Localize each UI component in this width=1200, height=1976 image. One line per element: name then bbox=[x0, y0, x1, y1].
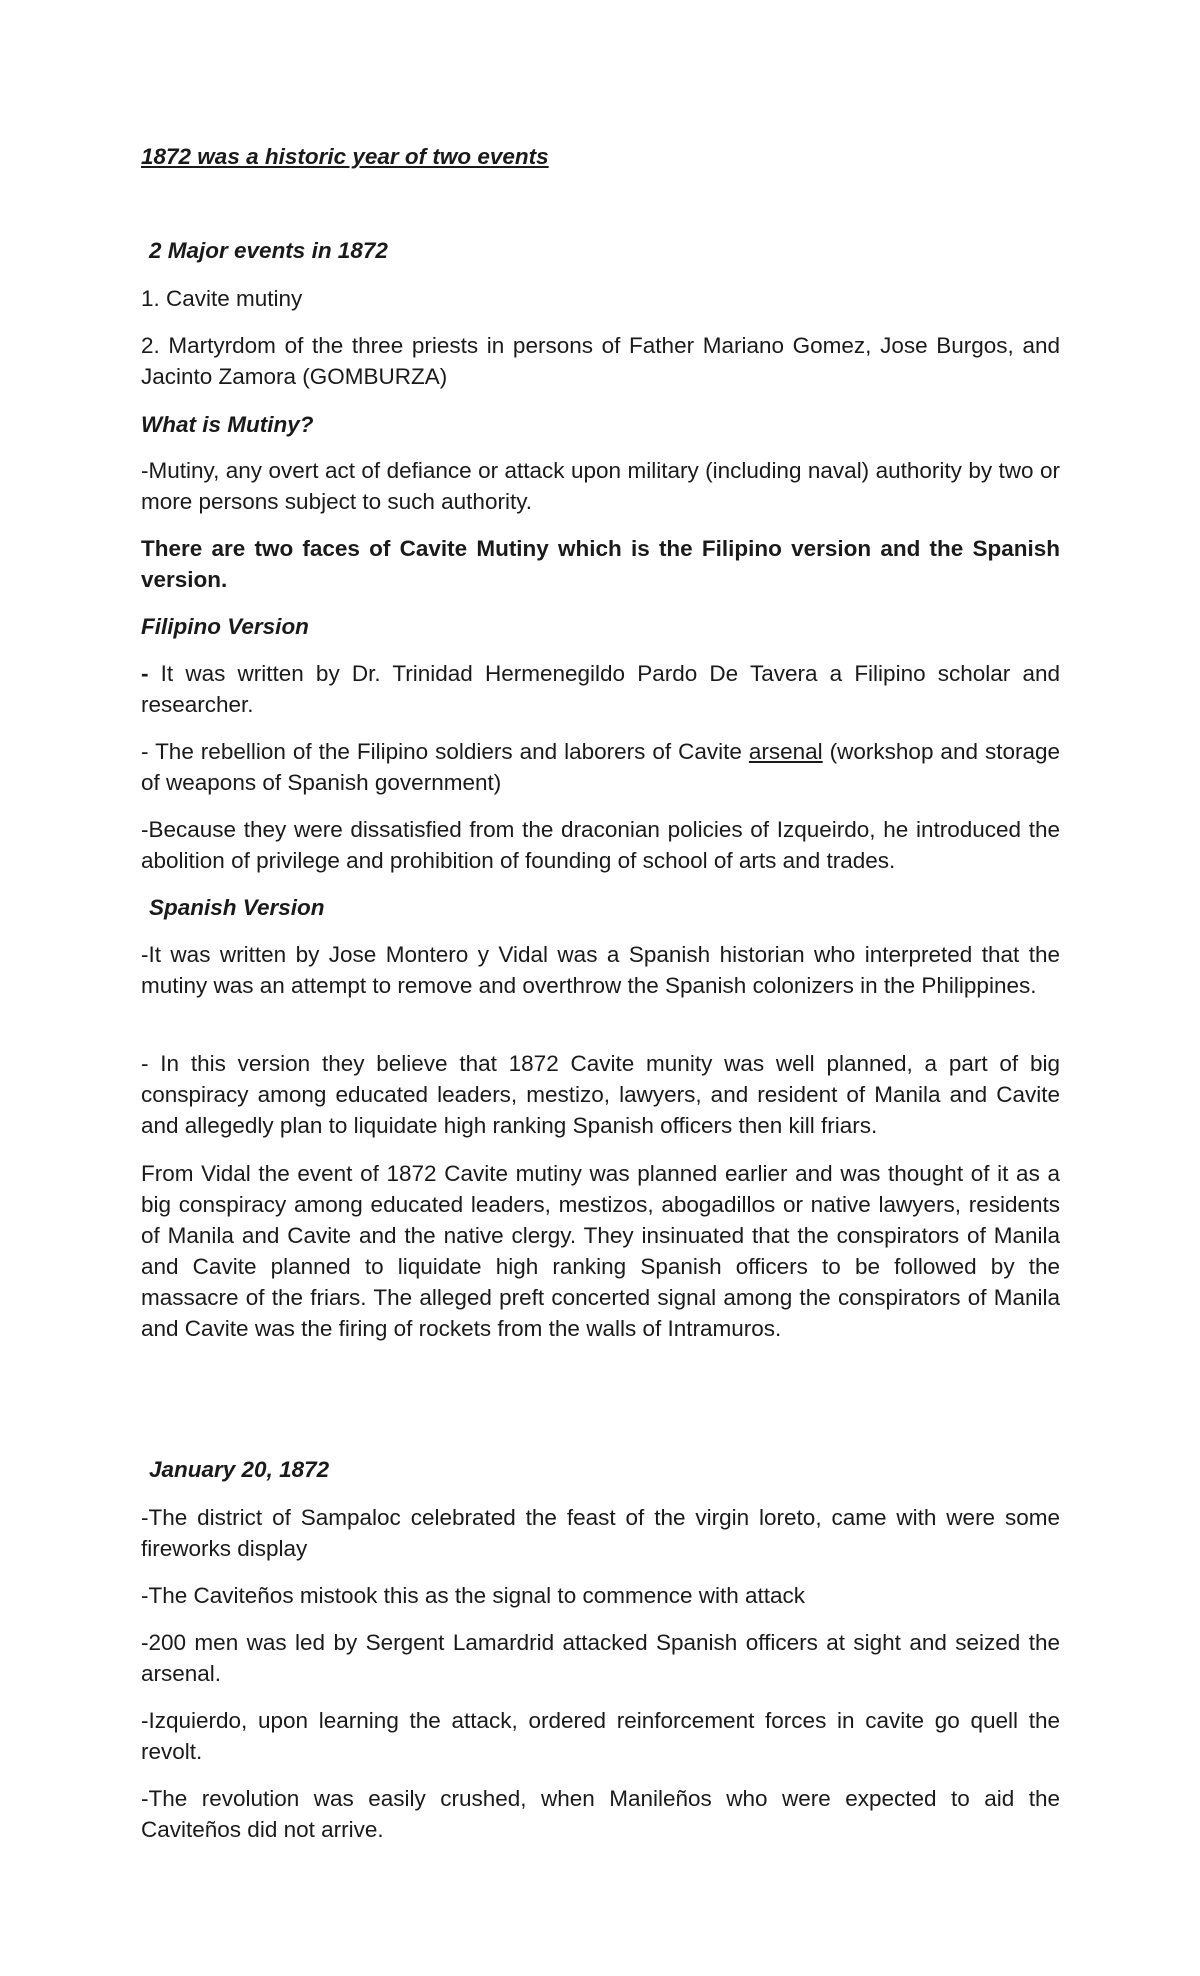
january-paragraph-5: -The revolution was easily crushed, when Manileños who were expected to aid the Caviteños did not arrive. bbox=[141, 1786, 1060, 1842]
major-events-heading: 2 Major events in 1872 bbox=[149, 238, 388, 263]
filipino-paragraph-1-text: It was written by Dr. Trinidad Hermenegildo Pardo De Tavera a Filipino scholar and researcher. bbox=[141, 661, 1060, 717]
filipino-paragraph-2-end: (workshop and storage of weapons of Spanish government) bbox=[141, 739, 1060, 795]
january-paragraph-1: -The district of Sampaloc celebrated the feast of the virgin loreto, came with were some fireworks display bbox=[141, 1505, 1060, 1561]
arsenal-link[interactable]: arsenal bbox=[748, 739, 823, 764]
filipino-paragraph-2-start: - The rebellion of the Filipino soldiers and laborers of Cavite bbox=[141, 739, 749, 764]
january-paragraph-3: -200 men was led by Sergent Lamardrid attacked Spanish officers at sight and seized the arsenal. bbox=[141, 1630, 1060, 1686]
spanish-version-heading: Spanish Version bbox=[149, 895, 325, 920]
filipino-paragraph-2 bbox=[141, 736, 1060, 798]
two-faces-statement: There are two faces of Cavite Mutiny which is the Filipino version and the Spanish version. bbox=[141, 536, 1060, 592]
january-paragraph-4: -Izquierdo, upon learning the attack, ordered reinforcement forces in cavite go quell the revolt. bbox=[141, 1708, 1060, 1764]
january-date-heading: January 20, 1872 bbox=[149, 1457, 330, 1482]
filipino-version-heading: Filipino Version bbox=[141, 614, 309, 639]
vidal-paragraph: From Vidal the event of 1872 Cavite mutiny was planned earlier and was thought of it as a big conspiracy among educated leaders, mestizos, abogadillos or native lawyers, residents of Manila and Cavite and the native clergy. They insinuated that the conspirators of Manila and Cavite planned to liquidate high ranking Spanish officers to be followed by the massacre of the friars. The alleged preft concerted signal among the conspirators of Manila and Cavite was the firing of rockets from the walls of Intramuros. bbox=[141, 1161, 1060, 1341]
event-item-1: 1. Cavite mutiny bbox=[141, 286, 303, 311]
document-title: 1872 was a historic year of two events bbox=[141, 144, 549, 169]
filipino-paragraph-3: -Because they were dissatisfied from the draconian policies of Izqueirdo, he introduced the abolition of privilege and prohibition of founding of school of arts and trades. bbox=[141, 817, 1060, 873]
filipino-paragraph-1 bbox=[141, 658, 1060, 720]
january-paragraph-2: -The Caviteños mistook this as the signal to commence with attack bbox=[141, 1583, 806, 1608]
event-item-2: 2. Martyrdom of the three priests in persons of Father Mariano Gomez, Jose Burgos, and Jacinto Zamora (GOMBURZA) bbox=[141, 333, 1060, 389]
mutiny-question-heading: What is Mutiny? bbox=[141, 412, 314, 437]
mutiny-definition: -Mutiny, any overt act of defiance or attack upon military (including naval) authority by two or more persons subject to such authority. bbox=[141, 458, 1060, 514]
spanish-paragraph-1: -It was written by Jose Montero y Vidal was a Spanish historian who interpreted that the mutiny was an attempt to remove and overthrow the Spanish colonizers in the Philippines. bbox=[141, 942, 1060, 998]
spanish-paragraph-2: - In this version they believe that 1872 Cavite munity was well planned, a part of big conspiracy among educated leaders, mestizo, lawyers, and resident of Manila and Cavite and allegedly plan to liquidate high ranking Spanish officers then kill friars. bbox=[141, 1051, 1060, 1138]
bold-dash: - bbox=[141, 661, 161, 686]
